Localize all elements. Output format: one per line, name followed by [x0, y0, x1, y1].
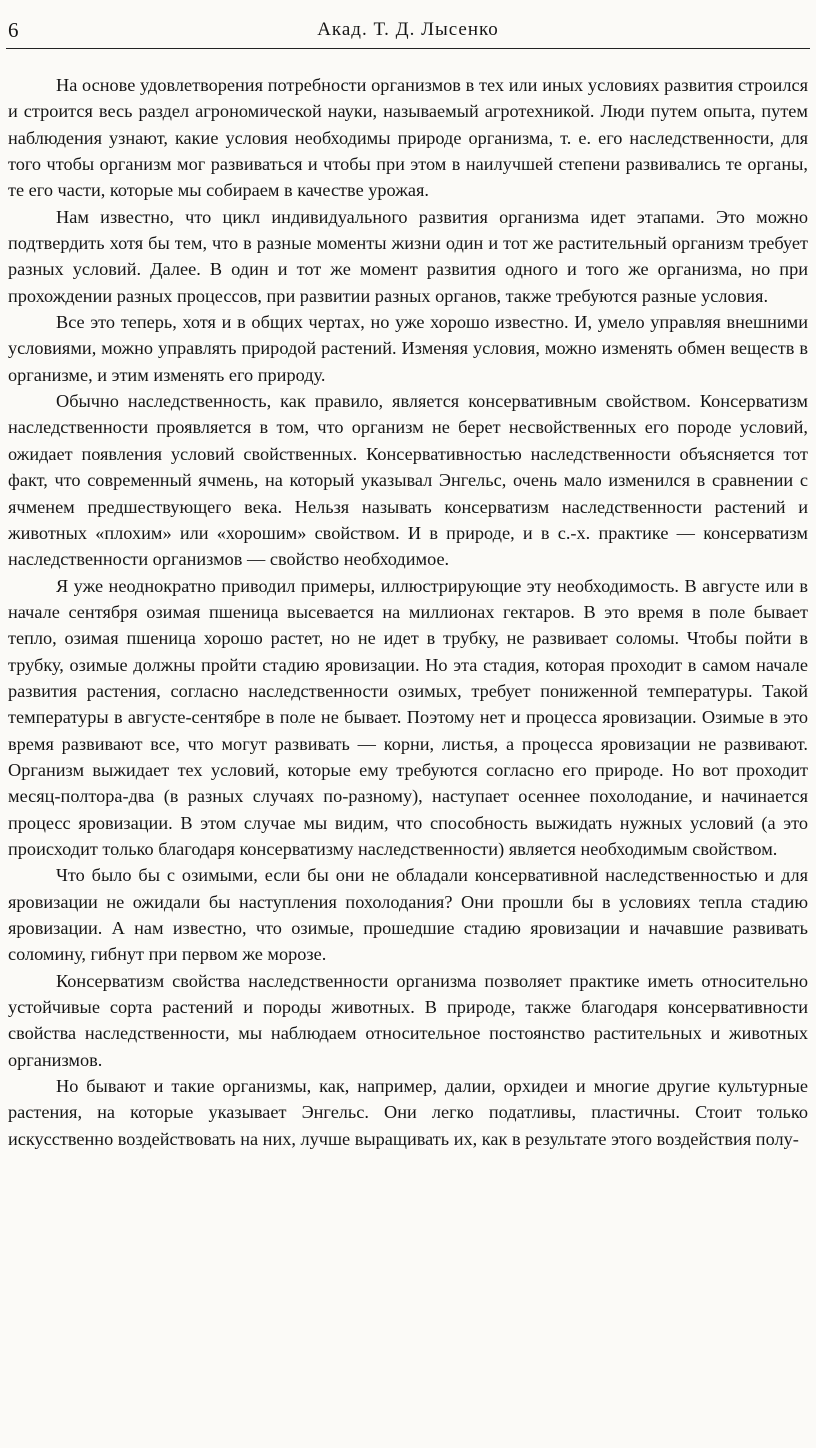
paragraph: Нам известно, что цикл индивидуального развития организма идет этапами. Это можно подтвердить хотя бы тем, что в разные моменты жизни один и тот же растительный организм требует разных условий. Далее. В один и тот же момент развития одного и того же организма, но при прохождении разных процессов, при развитии разных органов, также требуются разные условия. — [8, 206, 808, 306]
paragraph: Консерватизм свойства наследственности организма позволяет практике иметь относительно устойчивые сорта растений и породы животных. В природе, также благодаря консервативности свойства наследственности, мы наблюдаем относительное постоянство растительных и животных организмов. — [8, 970, 808, 1070]
paragraph: Что было бы с озимыми, если бы они не обладали консервативной наследственностью и для яровизации не ожидали бы наступления похолодания? Они прошли бы в условиях тепла стадию яровизации. А нам известно, что озимые, прошедшие стадию яровизации и начавшие развивать соломину, гибнут при первом же морозе. — [8, 865, 808, 965]
paragraph: На основе удовлетворения потребности организмов в тех или иных условиях развития строился и строится весь раздел агрономической науки, называемый агротехникой. Люди путем опыта, путем наблюдения узнают, какие условия необходимы природе организма, т. е. его наследственности, для того чтобы организм мог развиваться и чтобы при этом в наилучшей степени развивались те органы, те его части, которые мы собираем в качестве урожая. — [8, 75, 808, 201]
paragraph: Обычно наследственность, как правило, является консервативным свойством. Консерватизм наследственности проявляется в том, что организм не берет несвойственных его породе условий, ожидает появления условий свойственных. Консервативностью наследственности объясняется тот факт, что современный ячмень, на который указывал Энгельс, очень мало изменился в сравнении с ячменем предшествующего века. Нельзя называть консерватизм наследственности растений и животных «плохим» или «хорошим» свойством. И в природе, и в с.-х. практике — консерватизм наследственности организмов — свойство необходимое. — [8, 391, 808, 570]
body-text — [8, 72, 808, 1152]
running-head: Акад. Т. Д. Лысенко — [317, 19, 499, 40]
paragraph: Все это теперь, хотя и в общих чертах, но уже хорошо известно. И, умело управляя внешними условиями, можно управлять природой растений. Изменяя условия, можно изменять обмен веществ в организме, и этим изменять его природу. — [8, 312, 808, 385]
page-number: 6 — [8, 18, 19, 42]
page-header — [6, 14, 810, 49]
paragraph: Но бывают и такие организмы, как, например, далии, орхидеи и многие другие культурные растения, на которые указывает Энгельс. Они легко податливы, пластичны. Стоит только искусственно воздействовать на них, лучше выращивать их, как в результате этого воздействия полу- — [8, 1076, 808, 1149]
paragraph: Я уже неоднократно приводил примеры, иллюстрирующие эту необходимость. В августе или в начале сентября озимая пшеница высевается на миллионах гектаров. В это время в поле бывает тепло, озимая пшеница хорошо растет, но не идет в трубку, не развивает соломы. Чтобы пойти в трубку, озимые должны пройти стадию яровизации. Но эта стадия, которая проходит в самом начале развития растения, согласно наследственности озимых, требует пониженной температуры. Такой температуры в августе-сентябре в поле не бывает. Поэтому нет и процесса яровизации. Озимые в это время развивают все, что могут развивать — корни, листья, а процесса яровизации не развивают. Организм выжидает тех условий, которые ему требуются согласно его природе. Но вот проходит месяц-полтора-два (в разных случаях по-разному), наступает осеннее похолодание, и начинается процесс яровизации. В этом случае мы видим, что способность выжидать нужных условий (а это происходит только благодаря консерватизму наследственности) является необходимым свойством. — [8, 575, 808, 859]
